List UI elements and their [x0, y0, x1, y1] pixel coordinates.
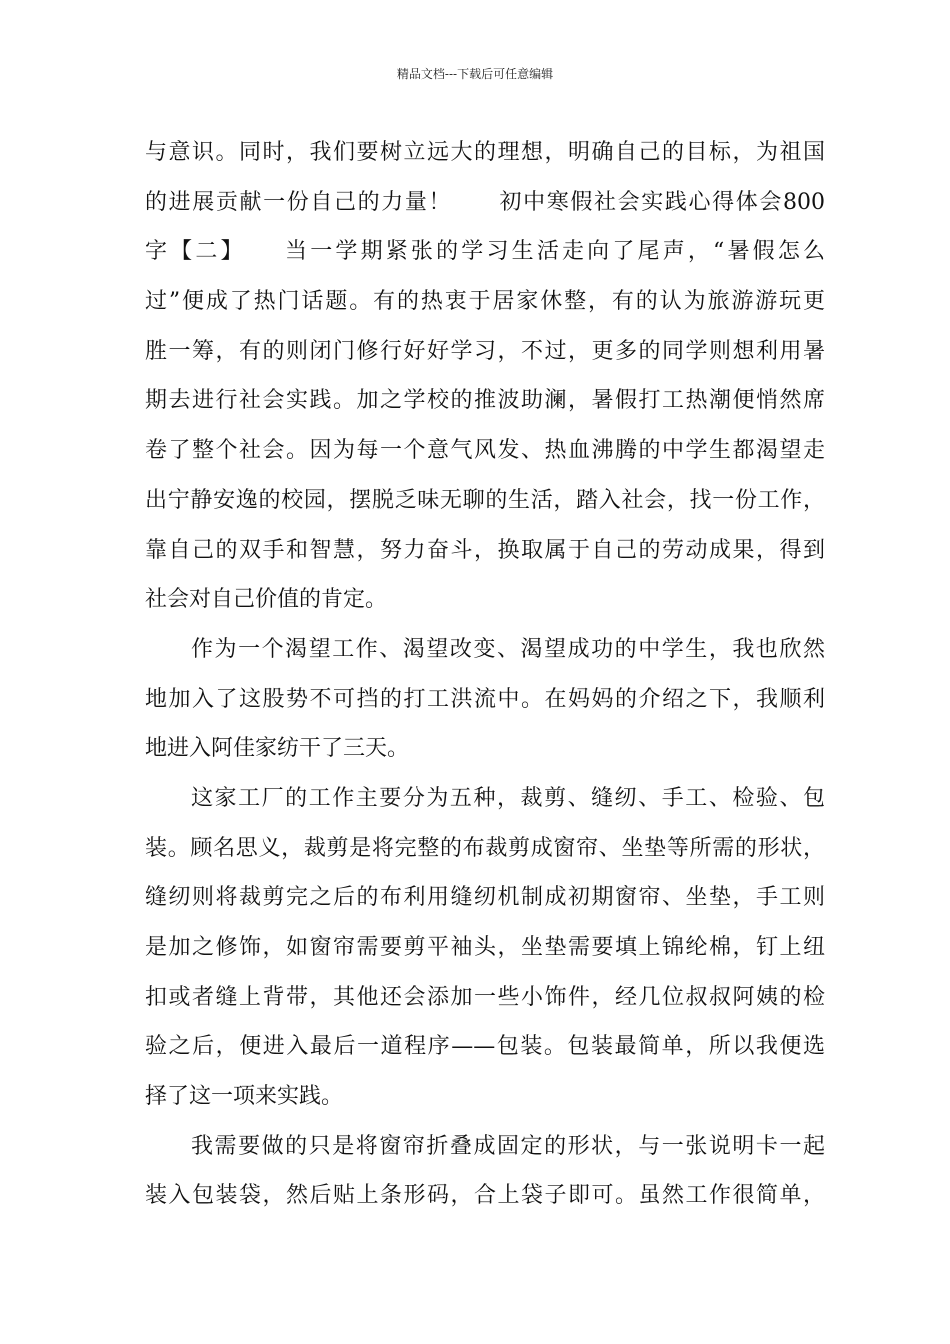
text-line: 装。顾名思义，裁剪是将完整的布裁剪成窗帘、坐垫等所需的形状，	[145, 835, 825, 861]
text-line: 地进入阿佳家纺干了三天。	[145, 736, 410, 762]
text-line: 社会对自己价值的肯定。	[145, 587, 388, 613]
text-line: 与意识。同时，我们要树立远大的理想，明确自己的目标，为祖国	[145, 140, 825, 165]
text-line: 的进展贡献一份自己的力量！ 初中寒假社会实践心得体会800	[145, 189, 825, 215]
text-line: 是加之修饰，如窗帘需要剪平袖头，坐垫需要填上锦纶棉，钉上纽	[145, 935, 825, 960]
text-line: 期去进行社会实践。加之学校的推波助澜，暑假打工热潮便悄然席	[145, 388, 825, 414]
text-line: 卷了整个社会。因为每一个意气风发、热血沸腾的中学生都渴望走	[145, 438, 825, 464]
text-line: 装入包装袋，然后贴上条形码，合上袋子即可。虽然工作很简单，	[145, 1183, 825, 1209]
text-line: 字【二】 当一学期紧张的学习生活走向了尾声，“暑假怎么	[145, 239, 825, 265]
text-line: 我需要做的只是将窗帘折叠成固定的形状，与一张说明卡一起	[191, 1133, 825, 1159]
body-text	[145, 128, 825, 1221]
text-line: 扣或者缝上背带，其他还会添加一些小饰件，经几位叔叔阿姨的检	[145, 984, 825, 1010]
page-header: 精品文档---下载后可任意编辑	[396, 67, 554, 81]
text-line: 出宁静安逸的校园，摆脱乏味无聊的生活，踏入社会，找一份工作，	[145, 487, 825, 513]
text-line: 靠自己的双手和智慧，努力奋斗，换取属于自己的劳动成果，得到	[145, 537, 825, 563]
text-line: 择了这一项来实践。	[145, 1084, 344, 1110]
text-line: 胜一筹，有的则闭门修行好好学习，不过，更多的同学则想利用暑	[145, 338, 825, 364]
text-line: 作为一个渴望工作、渴望改变、渴望成功的中学生，我也欣然	[191, 636, 825, 662]
text-line: 过”便成了热门话题。有的热衷于居家休整，有的认为旅游游玩更	[145, 289, 825, 315]
text-line: 地加入了这股势不可挡的打工洪流中。在妈妈的介绍之下，我顺利	[145, 686, 825, 712]
text-line: 验之后，便进入最后一道程序——包装。包装最简单，所以我便选	[145, 1034, 825, 1060]
text-line: 缝纫则将裁剪完之后的布利用缝纫机制成初期窗帘、坐垫，手工则	[145, 885, 825, 911]
text-line: 这家工厂的工作主要分为五种，裁剪、缝纫、手工、检验、包	[191, 785, 825, 811]
